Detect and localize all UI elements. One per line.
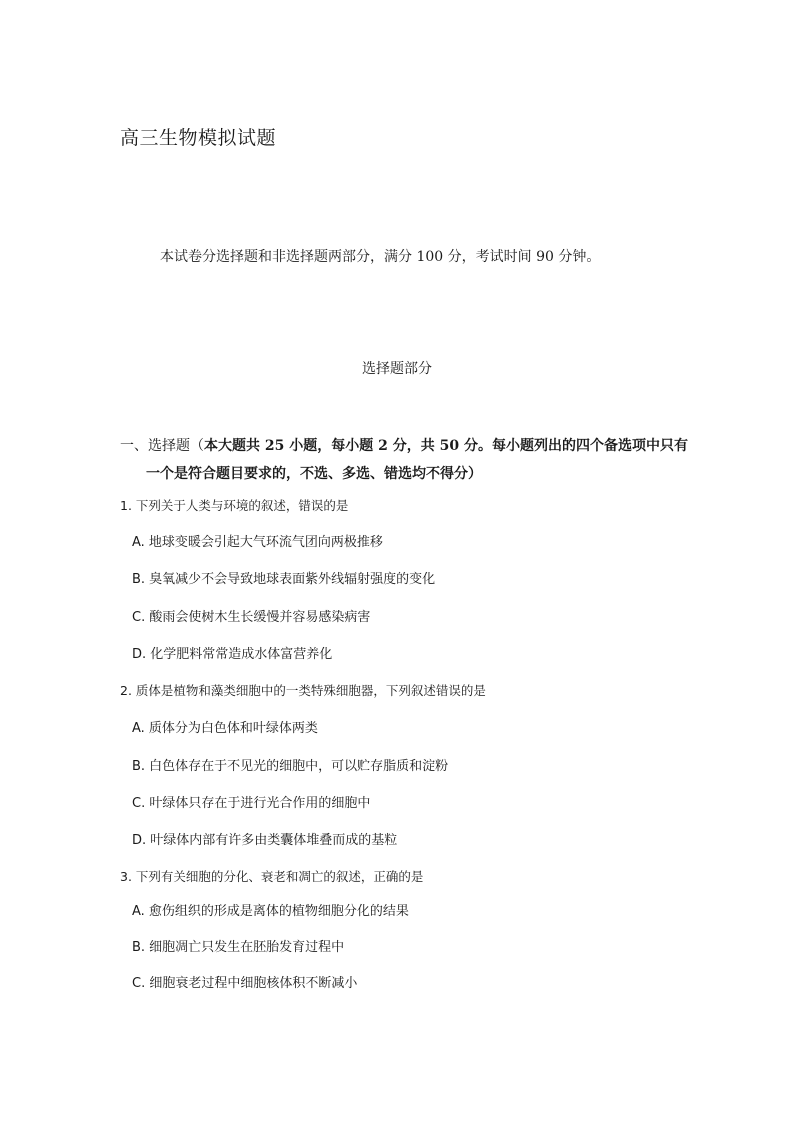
section-heading: 选择题部分 <box>362 361 432 377</box>
part-one-heading <box>120 432 700 488</box>
question-option: B. 细胞凋亡只发生在胚胎发育过程中 <box>132 940 345 955</box>
exam-intro: 本试卷分选择题和非选择题两部分，满分 100 分，考试时间 90 分钟。 <box>160 249 601 265</box>
question-stem: 2. 质体是植物和藻类细胞中的一类特殊细胞器，下列叙述错误的是 <box>120 683 486 698</box>
question-option: B. 臭氧减少不会导致地球表面紫外线辐射强度的变化 <box>132 572 436 587</box>
question-option: D. 化学肥料常常造成水体富营养化 <box>132 647 333 662</box>
part-one-instructions-line2: 一个是符合题目要求的，不选、多选、错选均不得分） <box>146 466 482 482</box>
question-option: C. 细胞衰老过程中细胞核体积不断减小 <box>132 976 358 991</box>
question-option: A. 愈伤组织的形成是离体的植物细胞分化的结果 <box>132 904 409 919</box>
part-one-label: 一、选择题（ <box>120 438 204 454</box>
question-option: D. 叶绿体内部有许多由类囊体堆叠而成的基粒 <box>132 833 398 848</box>
question-option: B. 白色体存在于不见光的细胞中，可以贮存脂质和淀粉 <box>132 759 449 774</box>
question-stem: 1. 下列关于人类与环境的叙述，错误的是 <box>120 498 349 513</box>
page-title: 高三生物模拟试题 <box>120 127 277 149</box>
part-one-instructions-line1: 本大题共 25 小题，每小题 2 分，共 50 分。每小题列出的四个备选项中只有 <box>204 438 688 454</box>
question-option: C. 酸雨会使树木生长缓慢并容易感染病害 <box>132 610 371 625</box>
question-option: C. 叶绿体只存在于进行光合作用的细胞中 <box>132 796 371 811</box>
question-option: A. 质体分为白色体和叶绿体两类 <box>132 721 318 736</box>
question-stem: 3. 下列有关细胞的分化、衰老和凋亡的叙述，正确的是 <box>120 869 424 884</box>
question-option: A. 地球变暖会引起大气环流气团向两极推移 <box>132 535 383 550</box>
